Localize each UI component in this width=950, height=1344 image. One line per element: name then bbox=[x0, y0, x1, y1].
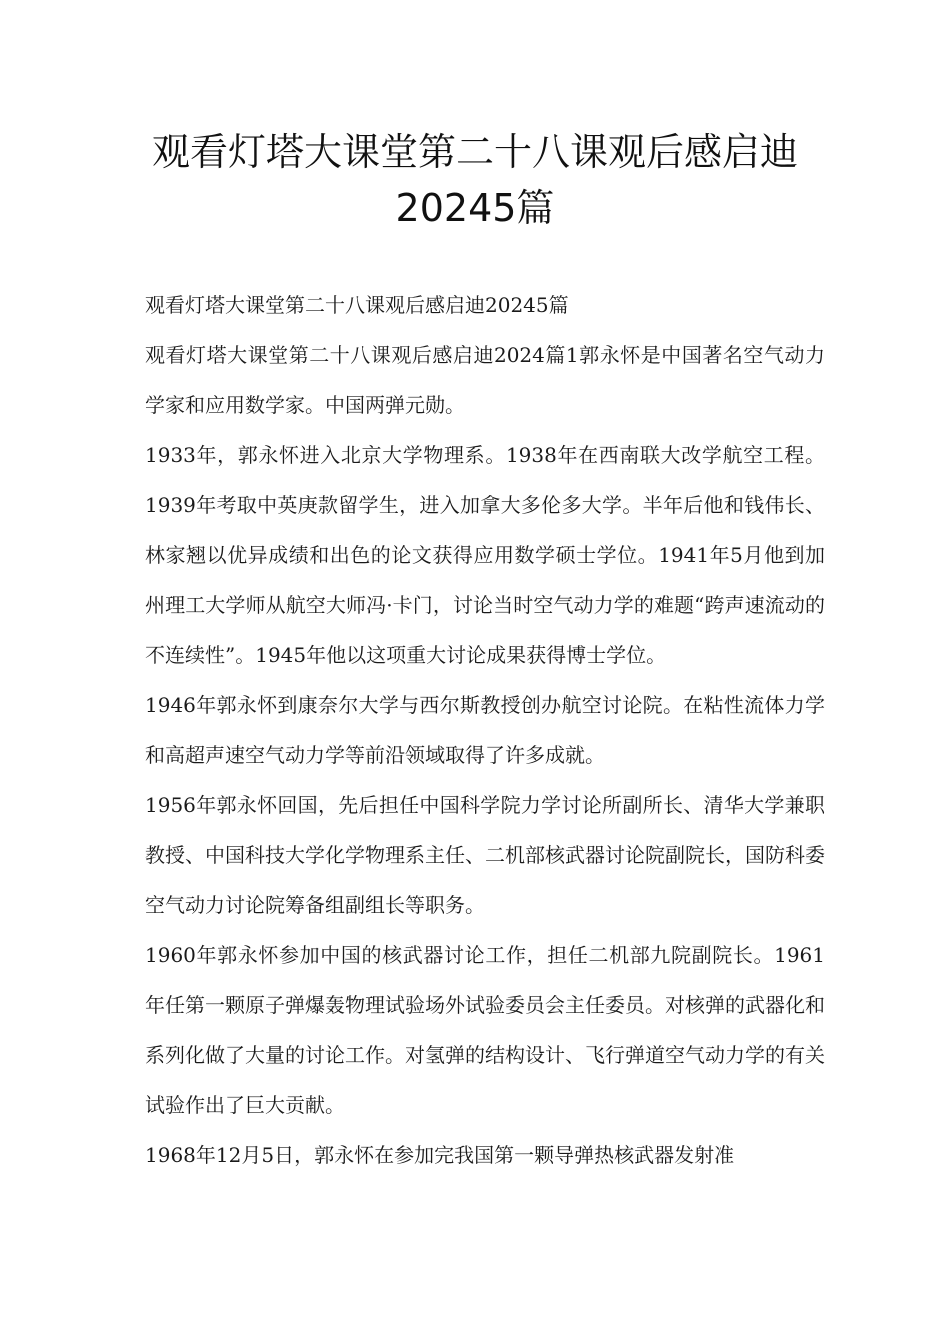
document-title bbox=[60, 124, 890, 236]
paragraph: 1956年郭永怀回国，先后担任中国科学院力学讨论所副所长、清华大学兼职教授、中国科技大学化学物理系主任、二机部核武器讨论院副院长，国防科委空气动力讨论院筹备组副组长等职务。 bbox=[145, 793, 825, 917]
paragraph: 1933年，郭永怀进入北京大学物理系。1938年在西南联大改学航空工程。1939年考取中英庚款留学生，进入加拿大多伦多大学。半年后他和钱伟长、林家翘以优异成绩和出色的论文获得应用数学硕士学位。1941年5月他到加州理工大学师从航空大师冯·卡门，讨论当时空气动力学的难题“跨声速流动的不连续性”。1945年他以这项重大讨论成果获得博士学位。 bbox=[145, 443, 825, 667]
paragraph: 观看灯塔大课堂第二十八课观后感启迪2024篇1郭永怀是中国著名空气动力学家和应用数学家。中国两弹元勋。 bbox=[145, 343, 825, 417]
paragraph: 1960年郭永怀参加中国的核武器讨论工作，担任二机部九院副院长。1961年任第一颗原子弹爆轰物理试验场外试验委员会主任委员。对核弹的武器化和系列化做了大量的讨论工作。对氢弹的结构设计、飞行弹道空气动力学的有关试验作出了巨大贡献。 bbox=[145, 943, 825, 1117]
paragraph: 观看灯塔大课堂第二十八课观后感启迪20245篇 bbox=[145, 293, 569, 317]
title-line-1: 观看灯塔大课堂第二十八课观后感启迪 bbox=[151, 130, 798, 174]
document-body bbox=[145, 280, 825, 1180]
title-line-2: 20245篇 bbox=[395, 186, 555, 230]
paragraph: 1946年郭永怀到康奈尔大学与西尔斯教授创办航空讨论院。在粘性流体力学和高超声速空气动力学等前沿领域取得了许多成就。 bbox=[145, 693, 825, 767]
paragraph: 1968年12月5日，郭永怀在参加完我国第一颗导弹热核武器发射准 bbox=[145, 1143, 735, 1167]
